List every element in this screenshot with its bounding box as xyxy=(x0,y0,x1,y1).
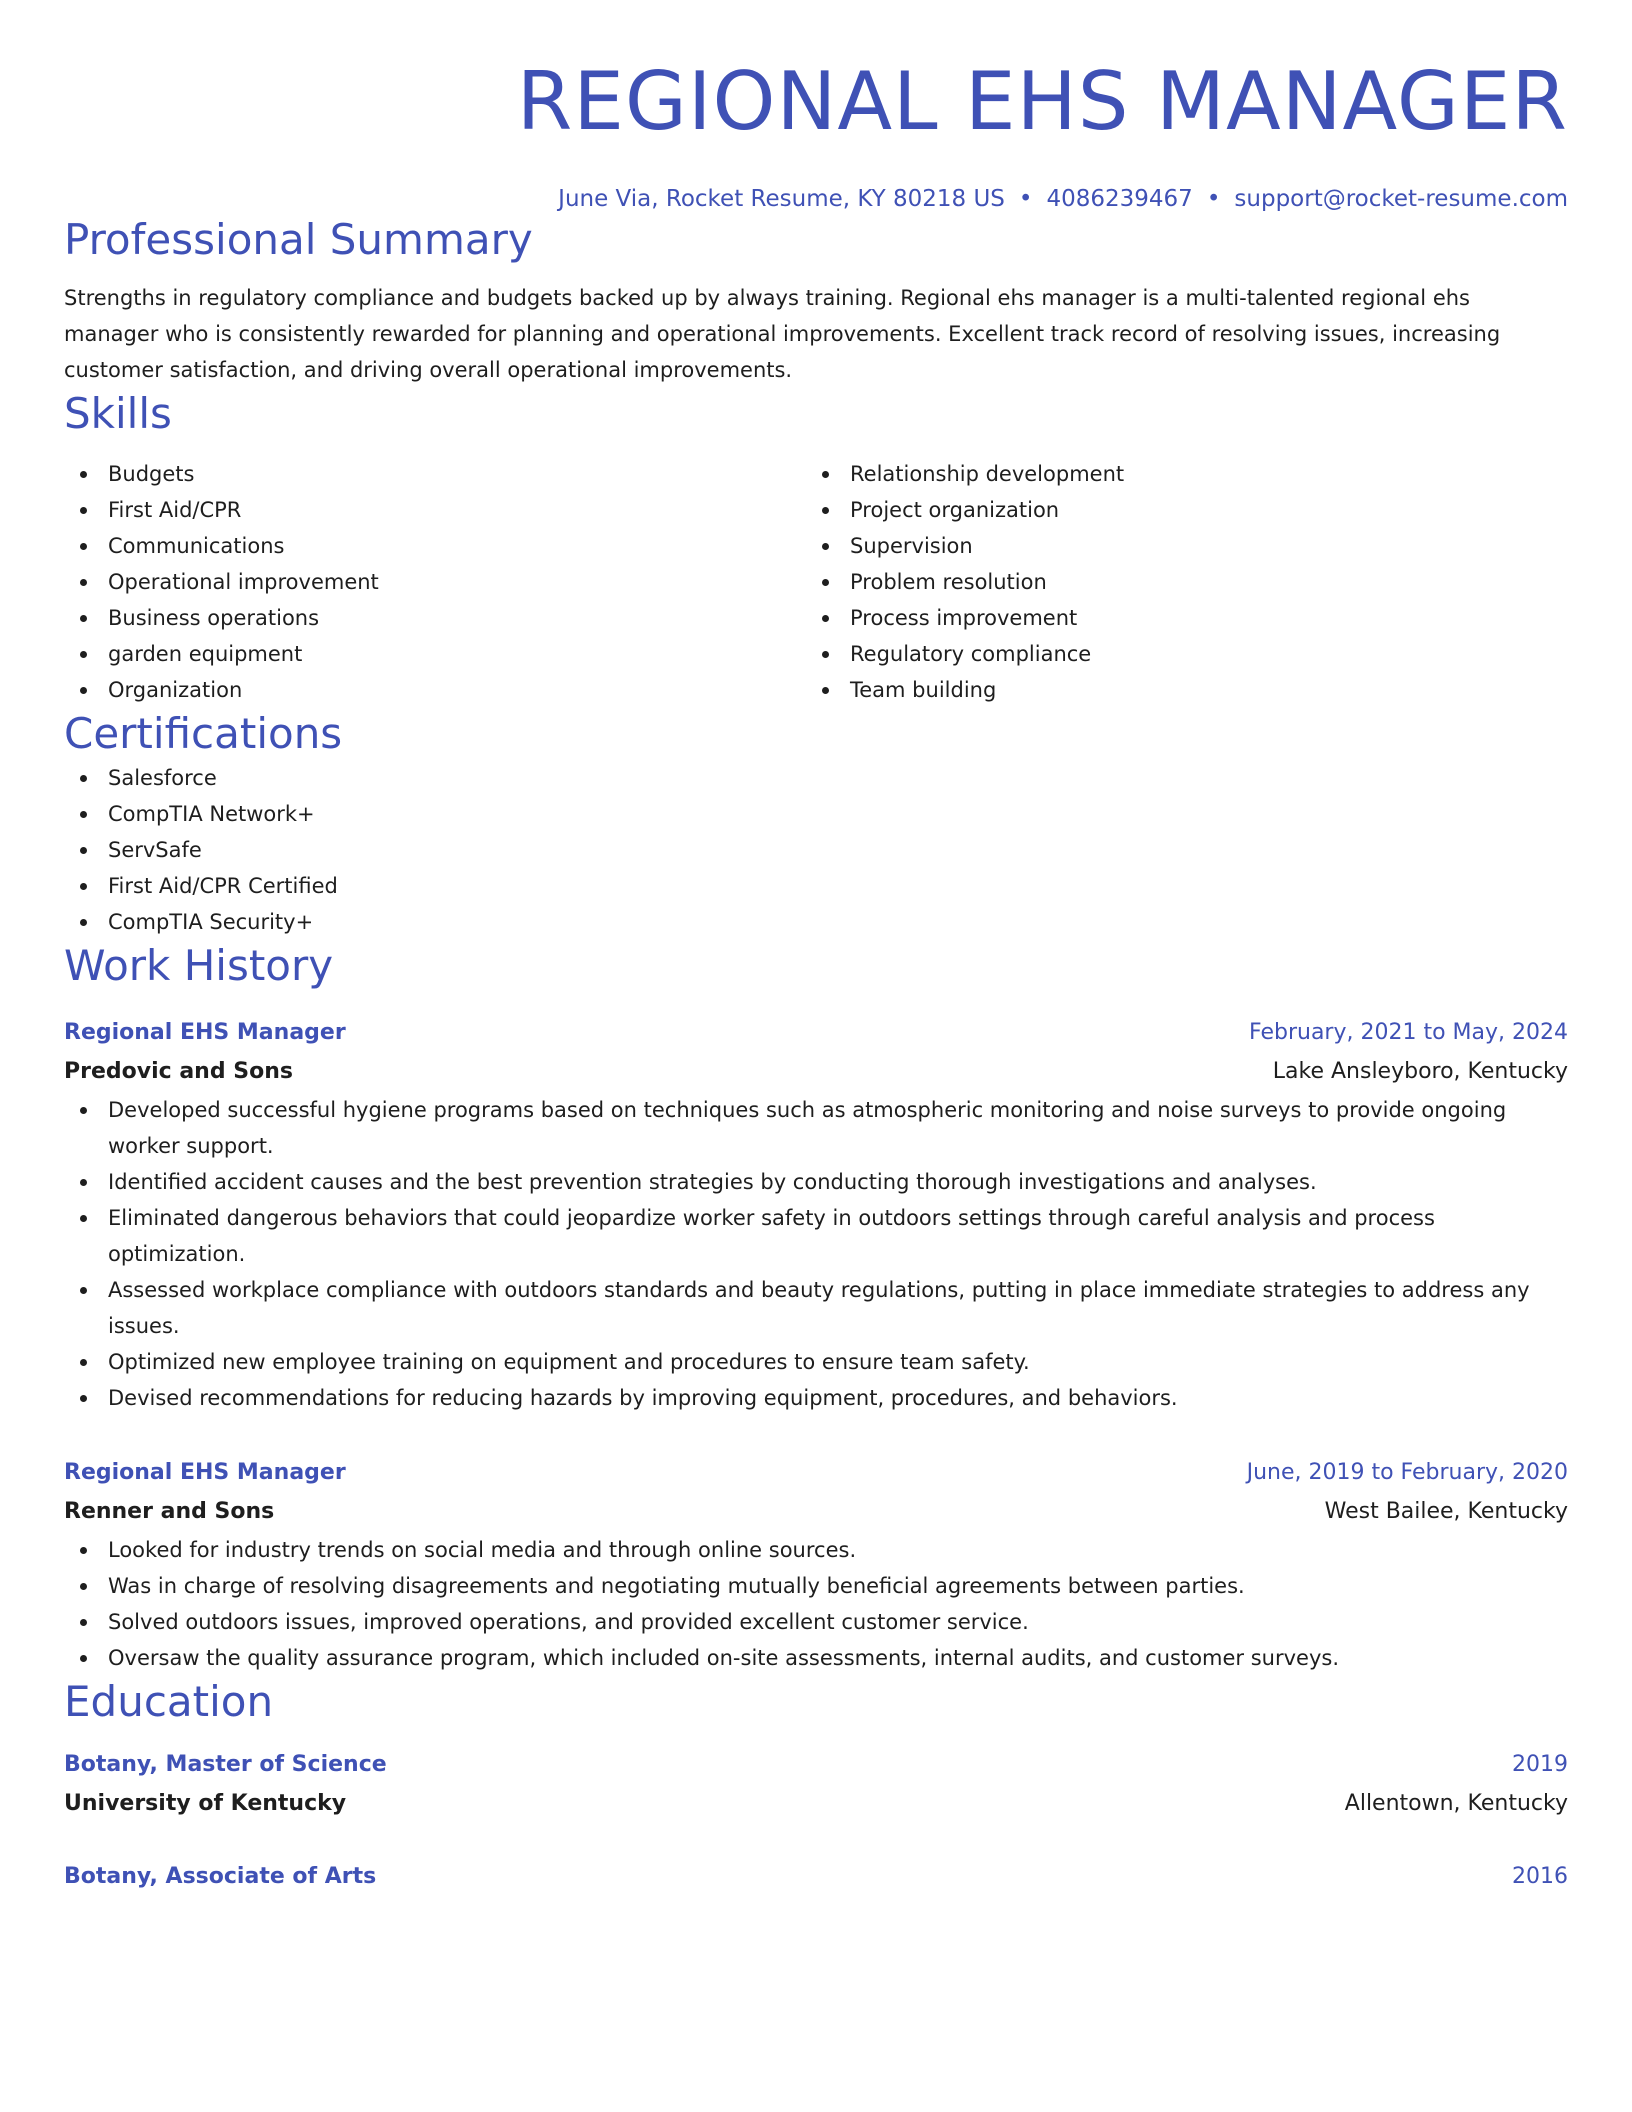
skill-item: Operational improvement xyxy=(64,564,806,600)
certifications-heading: Certifications xyxy=(64,709,343,758)
job-bullet: Identified accident causes and the best prevention strategies by conducting thorough investigations and analyses. xyxy=(64,1164,1568,1200)
job-dates: February, 2021 to May, 2024 xyxy=(1249,1020,1568,1045)
skill-item: Team building xyxy=(806,672,1548,708)
job-location: Lake Ansleyboro, Kentucky xyxy=(1272,1059,1568,1084)
certification-item: CompTIA Security+ xyxy=(64,904,1568,940)
job-title-row xyxy=(64,1454,1568,1492)
contact-separator: • xyxy=(1206,186,1221,212)
job-title-row xyxy=(64,1014,1568,1052)
job-bullet: Solved outdoors issues, improved operations, and provided excellent customer service. xyxy=(64,1604,1568,1640)
job-bullet: Was in charge of resolving disagreements and negotiating mutually beneficial agreements between parties. xyxy=(64,1568,1568,1604)
skill-item: garden equipment xyxy=(64,636,806,672)
job-dates: June, 2019 to February, 2020 xyxy=(1246,1460,1568,1485)
job-bullet: Assessed workplace compliance with outdoors standards and beauty regulations, putting in place immediate strategies to address any issues. xyxy=(64,1272,1568,1344)
skill-item: Organization xyxy=(64,672,806,708)
certification-item: First Aid/CPR Certified xyxy=(64,868,1568,904)
job-employer: Renner and Sons xyxy=(64,1499,275,1524)
education-heading: Education xyxy=(64,1677,274,1726)
skills-list-left xyxy=(64,456,806,708)
job-bullet: Looked for industry trends on social media and through online sources. xyxy=(64,1532,1568,1568)
job-title: Regional EHS Manager xyxy=(64,1460,346,1485)
job-entry xyxy=(64,1454,1568,1676)
certification-item: ServSafe xyxy=(64,832,1568,868)
resume-title: REGIONAL EHS MANAGER xyxy=(516,55,1568,148)
education-degree-row xyxy=(64,1858,1568,1896)
skills-column-right xyxy=(806,456,1548,708)
skill-item: Regulatory compliance xyxy=(806,636,1548,672)
skill-item: Project organization xyxy=(806,492,1548,528)
job-title: Regional EHS Manager xyxy=(64,1020,346,1045)
skills-heading: Skills xyxy=(64,389,172,438)
job-employer-row xyxy=(64,1052,1568,1092)
education-entry xyxy=(64,1746,1568,1824)
skill-item: Budgets xyxy=(64,456,806,492)
education-entry xyxy=(64,1858,1568,1896)
job-bullet: Eliminated dangerous behaviors that could jeopardize worker safety in outdoors settings through careful analysis and process optimization. xyxy=(64,1200,1568,1272)
job-bullets xyxy=(64,1532,1568,1676)
contact-email[interactable]: support@rocket-resume.com xyxy=(1234,186,1568,212)
certification-item: Salesforce xyxy=(64,760,1568,796)
job-bullet: Optimized new employee training on equipment and procedures to ensure team safety. xyxy=(64,1344,1568,1380)
work-history-heading: Work History xyxy=(64,941,334,990)
education-year: 2019 xyxy=(1512,1752,1568,1777)
skill-item: Communications xyxy=(64,528,806,564)
education-degree: Botany, Master of Science xyxy=(64,1752,387,1777)
job-location: West Bailee, Kentucky xyxy=(1324,1499,1568,1524)
job-employer-row xyxy=(64,1492,1568,1532)
skill-item: First Aid/CPR xyxy=(64,492,806,528)
education-year: 2016 xyxy=(1512,1864,1568,1889)
skills-list-right xyxy=(806,456,1548,708)
skill-item: Relationship development xyxy=(806,456,1548,492)
contact-line xyxy=(64,184,1568,214)
skill-item: Problem resolution xyxy=(806,564,1548,600)
job-bullet: Developed successful hygiene programs based on techniques such as atmospheric monitoring and noise surveys to provide ongoing worker support. xyxy=(64,1092,1568,1164)
job-bullets xyxy=(64,1092,1568,1416)
contact-separator: • xyxy=(1018,186,1033,212)
education-degree: Botany, Associate of Arts xyxy=(64,1864,377,1889)
education-degree-row xyxy=(64,1746,1568,1784)
education-school-row xyxy=(64,1784,1568,1824)
contact-phone[interactable]: 4086239467 xyxy=(1046,186,1193,212)
contact-address: June Via, Rocket Resume, KY 80218 US xyxy=(558,186,1005,212)
job-entry xyxy=(64,1014,1568,1416)
skills-columns xyxy=(64,456,1568,708)
education-school: University of Kentucky xyxy=(64,1791,347,1816)
job-employer: Predovic and Sons xyxy=(64,1059,293,1084)
education-location: Allentown, Kentucky xyxy=(1344,1791,1568,1816)
certification-item: CompTIA Network+ xyxy=(64,796,1568,832)
summary-text: Strengths in regulatory compliance and budgets backed up by always training. Regional ehs manager is a multi-talented regional ehs manager who is consistently rewarded for planning and operational improvements. Excellent track record of resolving issues, increasing customer satisfaction, and driving overall operational improvements. xyxy=(64,286,1501,382)
summary-heading: Professional Summary xyxy=(64,215,533,264)
skills-column-left xyxy=(64,456,806,708)
job-bullet: Devised recommendations for reducing hazards by improving equipment, procedures, and behaviors. xyxy=(64,1380,1568,1416)
skill-item: Business operations xyxy=(64,600,806,636)
skill-item: Supervision xyxy=(806,528,1548,564)
skill-item: Process improvement xyxy=(806,600,1548,636)
resume-page xyxy=(64,0,1568,1896)
certifications-list xyxy=(64,760,1568,940)
job-bullet: Oversaw the quality assurance program, which included on-site assessments, internal audits, and customer surveys. xyxy=(64,1640,1568,1676)
